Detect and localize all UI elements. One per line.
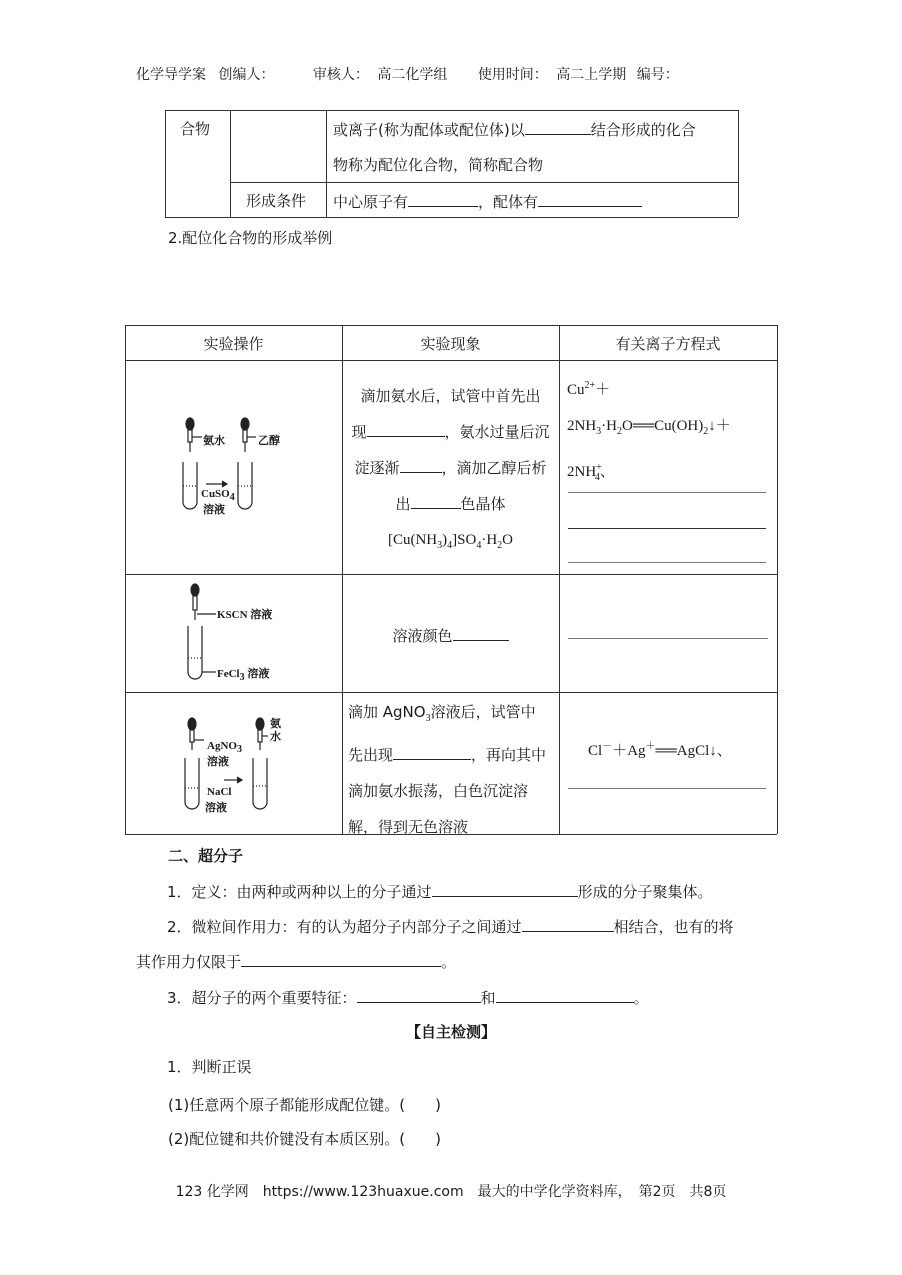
use-time-label: 使用时间： (477, 67, 548, 83)
ammonia-label: 氨水 (203, 435, 225, 447)
row1-equation: $Cu^{2+}+$ $2NH_3\cdot H_2O══Cu(OH)_2↓+$ $2NH^+_4$、 (567, 380, 731, 483)
ammonia-label: 氨水 (270, 718, 281, 743)
fill-blank[interactable] (538, 190, 642, 207)
ethanol-label: 乙醇 (258, 435, 280, 447)
header-equation: 有关离子方程式 (615, 335, 721, 353)
solution-label: 溶液 (203, 504, 225, 516)
reviewer-value: 高二化学组 (377, 67, 448, 83)
row2-text: 中心原子有 ，配体有 (333, 190, 642, 212)
row3-equation: Cl－＋Ag＋══AgCl↓、 (588, 741, 732, 759)
fill-blank[interactable] (241, 950, 441, 967)
supramolecule-item-2-cont: 其作用力仅限于 。 (136, 950, 456, 972)
kscn-label: KSCN 溶液 (217, 609, 273, 621)
fecl3-label: FeCl$_3$ 溶液 (217, 668, 270, 684)
fill-blank[interactable] (393, 743, 471, 760)
fill-blank[interactable] (496, 986, 634, 1003)
fill-blank[interactable] (525, 118, 591, 135)
row1-line2: 物称为配位化合物，简称配合物 (333, 156, 544, 174)
supramolecule-item-3: 3．超分子的两个重要特征： 和 。 (167, 986, 649, 1008)
row2-phenomenon: 溶液颜色 (342, 624, 559, 646)
answer-line[interactable] (568, 638, 768, 639)
supramolecule-item-2: 2．微粒间作用力：有的认为超分子内部分子之间通过 相结合，也有的将 (167, 915, 734, 937)
fecl3-experiment-figure (182, 582, 222, 686)
row1-phenomenon: 滴加氨水后，试管中首先出 现 ，氨水过量后沉 淀逐渐 ，滴加乙醇后析 出 色晶体 $[Cu(NH_3)_4]SO_4\cdot H_2O$ (351, 387, 550, 551)
supramolecule-item-1: 1．定义：由两种或两种以上的分子通过 形成的分子聚集体。 (167, 880, 713, 902)
number-label: 编号： (636, 67, 679, 83)
table-border (559, 325, 560, 834)
row2-label: 形成条件 (246, 192, 307, 210)
header-phenomenon: 实验现象 (420, 335, 481, 353)
fill-blank[interactable] (367, 420, 445, 437)
page-header (136, 64, 679, 84)
table-border (230, 182, 738, 183)
agno3-label: AgNO$_3$ (207, 740, 242, 756)
answer-line[interactable] (568, 562, 766, 563)
fill-blank[interactable] (453, 624, 509, 641)
cuso4-experiment-figure (170, 412, 300, 516)
table-border (125, 574, 777, 575)
solution-label: 溶液 (205, 802, 227, 814)
answer-line[interactable] (568, 788, 766, 789)
fill-blank[interactable] (357, 986, 481, 1003)
table-border (165, 110, 166, 217)
table-border (165, 110, 738, 111)
row1-line1: 或离子(称为配体或配位体)以 结合形成的化合 (333, 118, 696, 140)
fill-blank[interactable] (411, 492, 461, 509)
question-1: (1)任意两个原子都能形成配位键。( ) (168, 1096, 441, 1114)
row1-label: 合物 (180, 120, 211, 138)
cuso4-label: CuSO$_4$ (201, 488, 235, 504)
table-border (125, 360, 777, 361)
author-label: 创编人： (218, 67, 275, 83)
nacl-label: NaCl (207, 786, 232, 798)
reviewer-label: 审核人： (312, 67, 369, 83)
solution-label: 溶液 (207, 756, 229, 768)
page-footer: 123 化学网 https://www.123huaxue.com 最大的中学化学资料库， 第2页 共8页 (175, 1184, 727, 1200)
fill-blank[interactable] (408, 190, 478, 207)
row3-phenomenon: 滴加 AgNO$_3$溶液后，试管中 先出现 ，再向其中 滴加氨水振荡，白色沉淀溶 解，得到无色溶液 (348, 703, 547, 836)
table-border (326, 110, 327, 217)
doc-title: 化学导学案 (136, 67, 206, 83)
fill-blank[interactable] (432, 880, 578, 897)
table-border (125, 325, 777, 326)
section-heading: 二、超分子 (168, 847, 244, 865)
question-title: 1．判断正误 (167, 1058, 252, 1076)
table-border (125, 692, 777, 693)
table-border (125, 325, 126, 834)
use-time-value: 高二上学期 (556, 67, 627, 83)
fill-blank[interactable] (400, 456, 442, 473)
table-border (738, 110, 739, 217)
answer-line[interactable] (568, 492, 766, 493)
answer-line[interactable] (568, 528, 766, 529)
table-border (342, 325, 343, 834)
section-title: 2.配位化合物的形成举例 (168, 229, 333, 247)
table-border (165, 217, 738, 218)
table-border (777, 325, 778, 834)
table-border (230, 110, 231, 217)
header-operation: 实验操作 (203, 335, 264, 353)
fill-blank[interactable] (522, 915, 614, 932)
question-2: (2)配位键和共价键没有本质区别。( ) (168, 1130, 441, 1148)
self-check-title: 【自主检测】 (405, 1023, 496, 1041)
